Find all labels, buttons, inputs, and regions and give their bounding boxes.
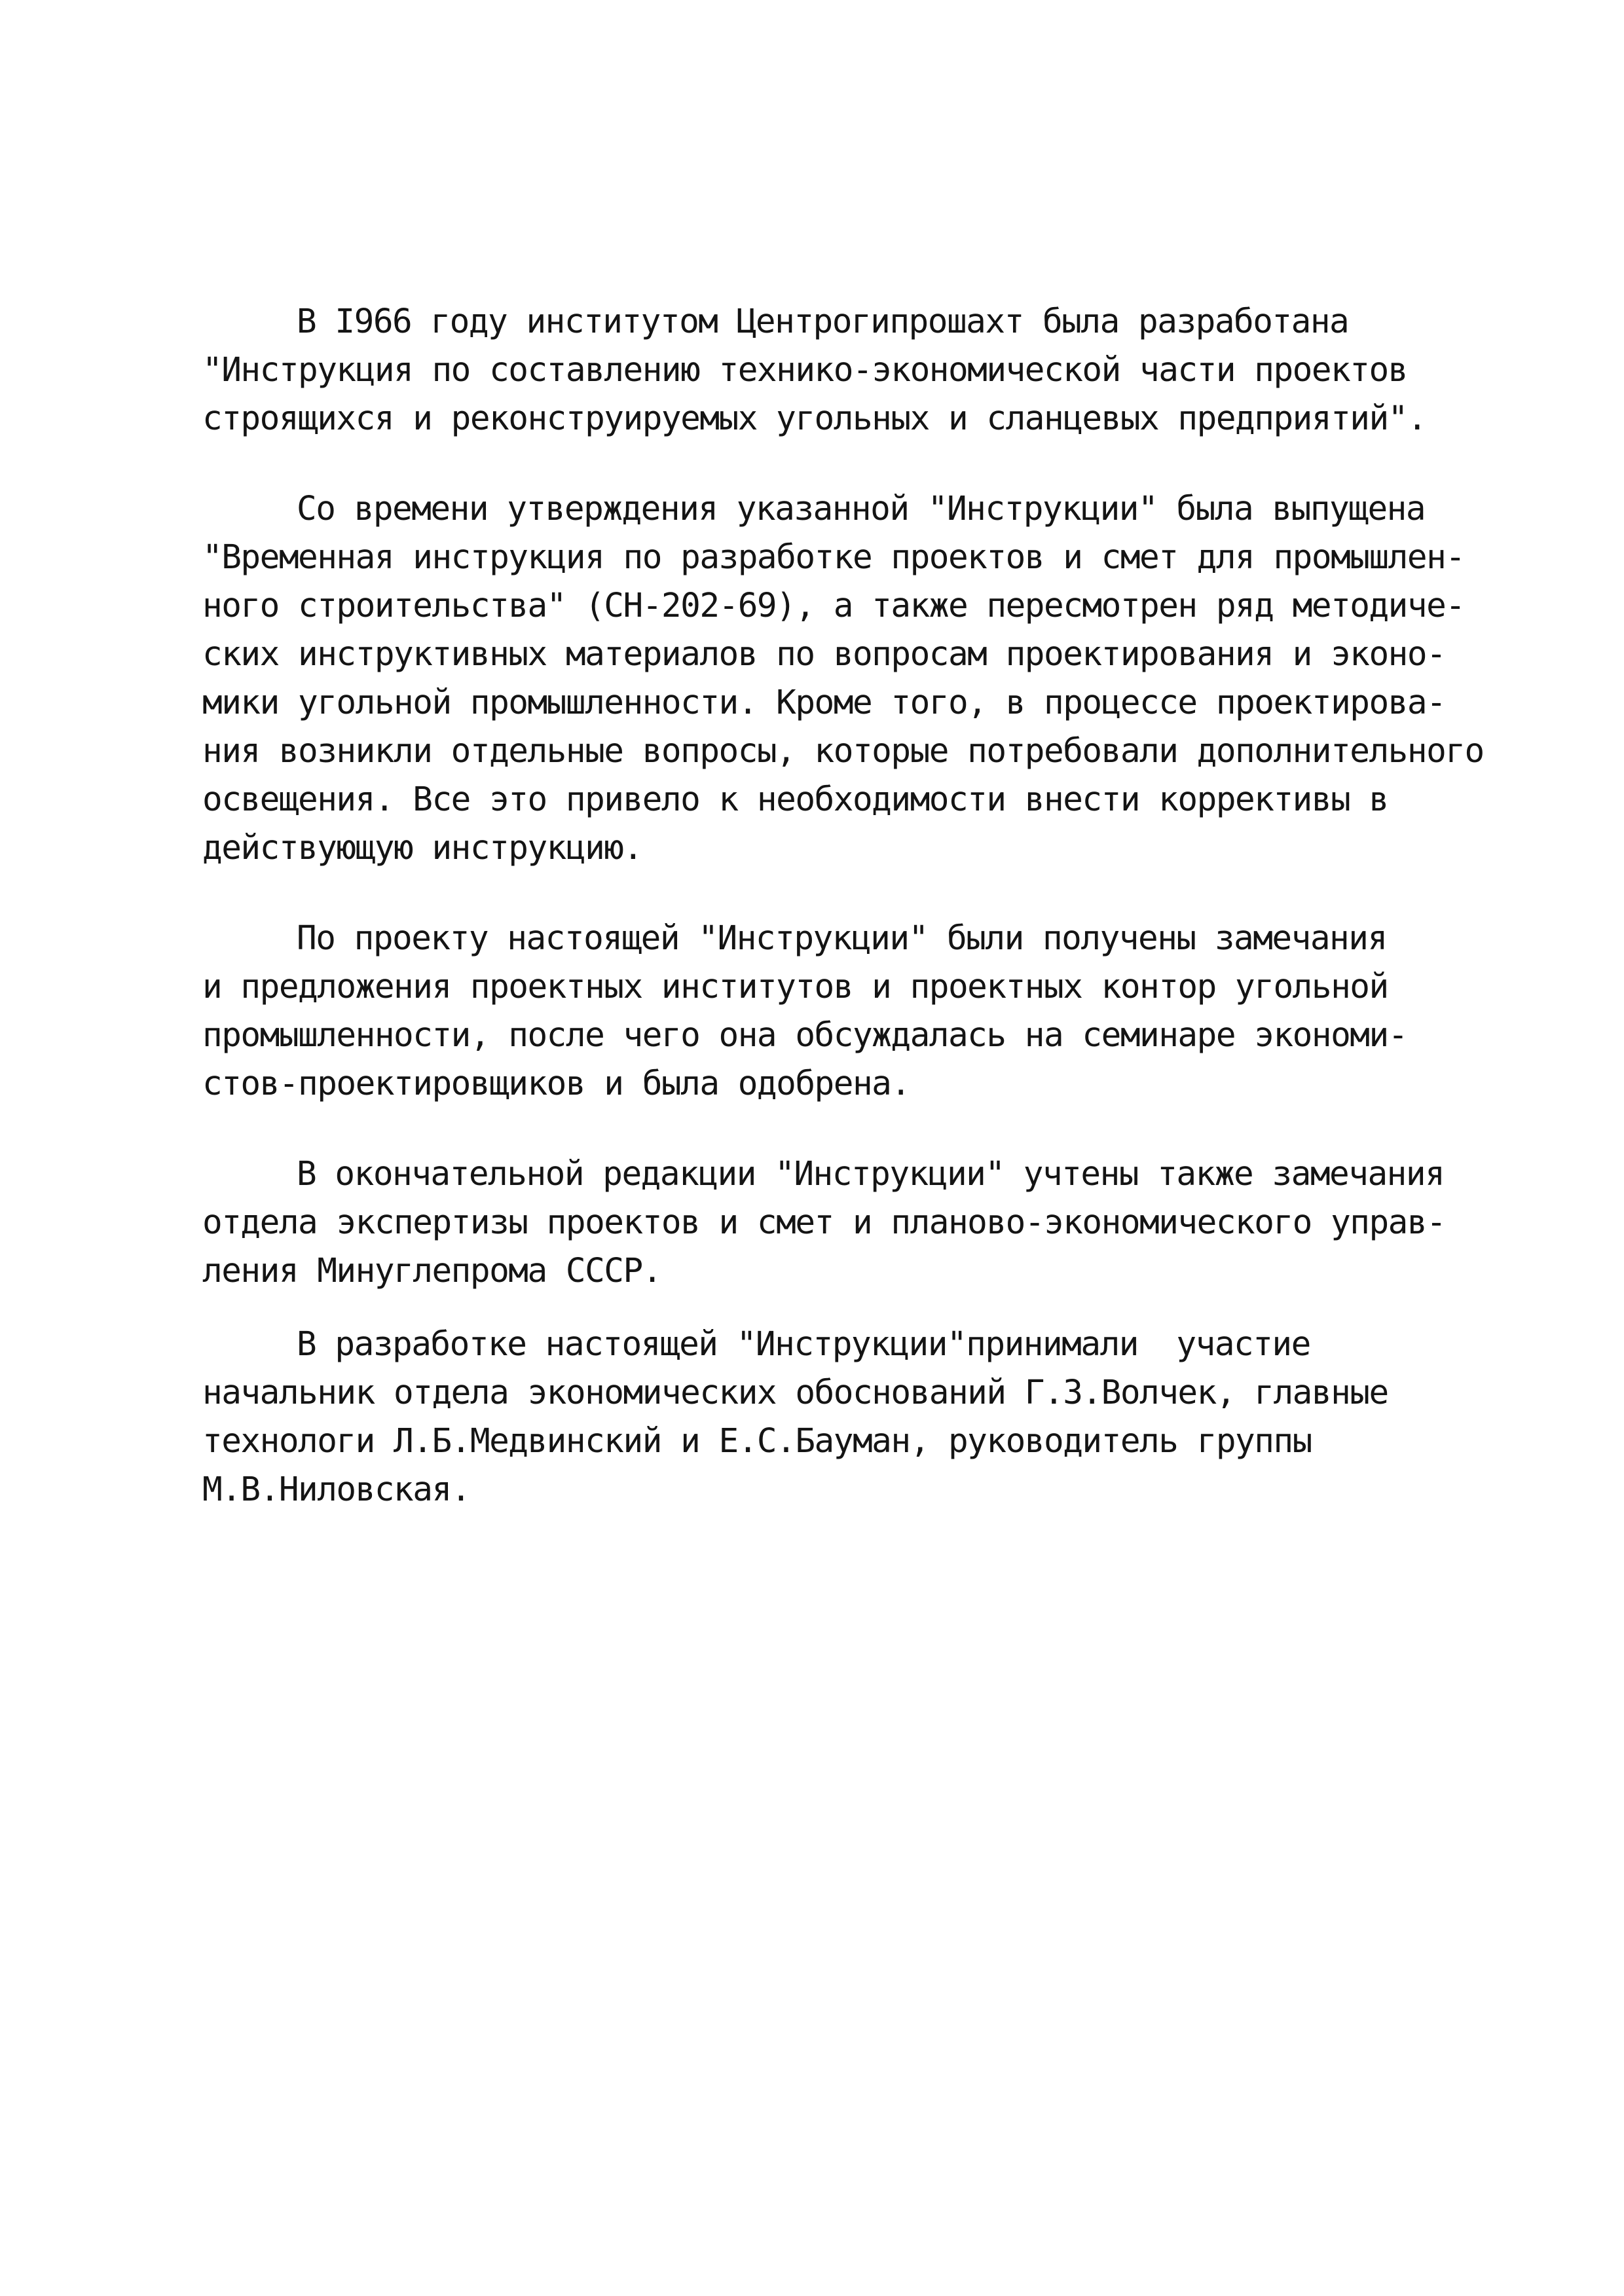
text-line: мики угольной промышленности. Кроме того, в процессе проектирова- (202, 683, 1446, 722)
text-line: и предложения проектных институтов и проектных контор угольной (202, 968, 1388, 1006)
paragraph-contributors (202, 1321, 1492, 1514)
text-line: ления Минуглепрома СССР. (202, 1252, 661, 1290)
paragraph-spacer (202, 873, 1492, 915)
text-line: промышленности, после чего она обсуждалась на семинаре экономи- (202, 1016, 1407, 1055)
text-line: В I966 году институтом Центрогипрошахт была разработана (297, 302, 1349, 341)
text-line: "Временная инструкция по разработке проектов и смет для промышлен- (202, 538, 1465, 577)
text-line: начальник отдела экономических обоснований Г.З.Волчек, главные (202, 1374, 1388, 1412)
text-line: В окончательной редакции "Инструкции" учтены также замечания (297, 1155, 1445, 1194)
text-line: действующую инструкцию. (202, 829, 642, 867)
paragraph-final-edition (202, 1150, 1492, 1296)
text-line: По проекту настоящей "Инструкции" были получены замечания (297, 919, 1387, 958)
document-body (202, 298, 1492, 1514)
paragraph-spacer (202, 1296, 1492, 1321)
text-line: В разработке настоящей "Инструкции"принимали участие (297, 1325, 1310, 1364)
text-line: освещения. Все это привело к необходимости внести коррективы в (202, 780, 1388, 819)
paragraph-spacer (202, 443, 1492, 485)
text-line: Со времени утверждения указанной "Инструкции" была выпущена (297, 490, 1426, 528)
text-line: "Инструкция по составлению технико-экономической части проектов (202, 351, 1407, 390)
paragraph-spacer (202, 1108, 1492, 1150)
text-line: ских инструктивных материалов по вопросам проектирования и эконо- (202, 635, 1446, 674)
text-line: стов-проектировщиков и была одобрена. (202, 1065, 910, 1103)
paragraph-history (202, 298, 1492, 443)
text-line: отдела экспертизы проектов и смет и планово-экономического управ- (202, 1203, 1446, 1242)
text-line: ного строительства" (СН-202-69), а также пересмотрен ряд методиче- (202, 587, 1465, 625)
text-line: строящихся и реконструируемых угольных и сланцевых предприятий". (202, 399, 1427, 438)
text-line: технологи Л.Б.Медвинский и Е.С.Бауман, руководитель группы (202, 1422, 1312, 1461)
paragraph-revisions (202, 485, 1492, 873)
text-line: ния возникли отдельные вопросы, которые потребовали дополнительного (202, 732, 1484, 771)
paragraph-review (202, 915, 1492, 1108)
text-line: М.В.Ниловская. (202, 1470, 470, 1509)
